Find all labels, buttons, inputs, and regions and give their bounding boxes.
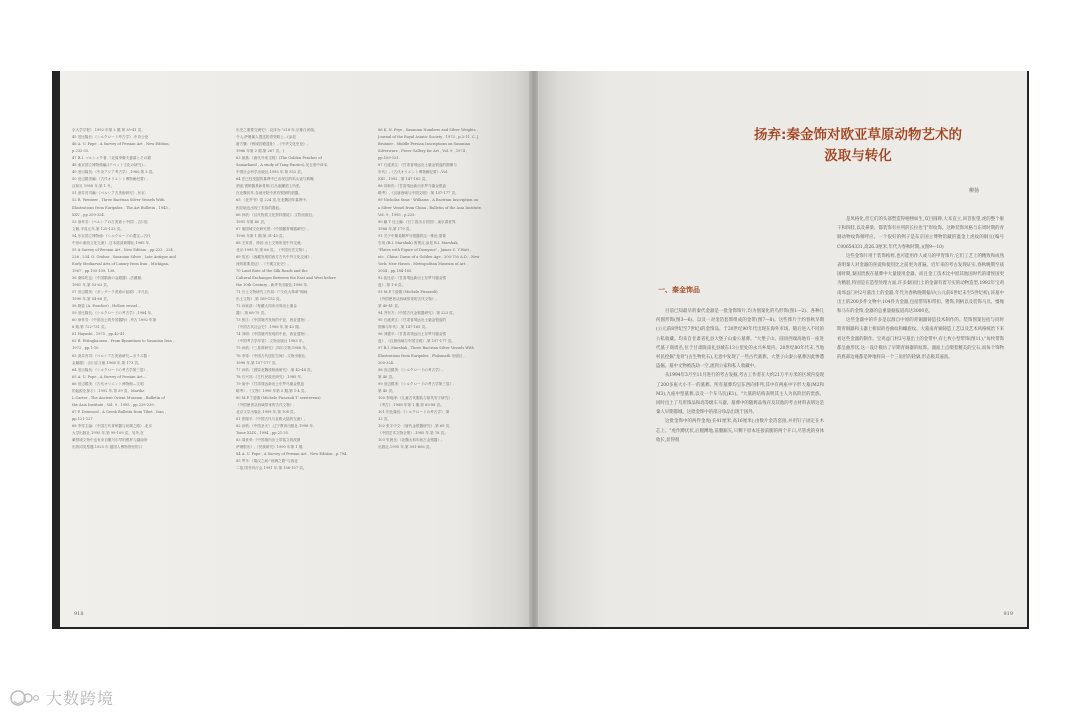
footnote-line: 64 旧出隆長:《シルクロードの考古学第三卷》, xyxy=(72,367,149,372)
footnote-line: 91 关于中期希腊罗马银器的这一推论,需要 xyxy=(378,233,446,238)
body-paragraph: 这些金饰片用于装饰棺椁,也可能用作人或马的甲胄饰片,它们工艺上的精致和成熟表明秦人对金器的喜爱和使用比之前更为普遍。近年来的考古发现证实,春秋晚期至战国时期,秦国贵族在墓葬中大量使用金器。而且金工技术比中原其他国时代的诸侯国更为精湛,特别是在造型处理方面,许多秦国出土的金器有着写实的动物造型,1992年宝鸡南郊益门村2号墓出土的金器,年代为春秋晚期偏早(公元前6世纪末至5世纪初),该墓中出土的200多件文物中,104件为金器,包括带钩和带扣、镂饰,剑柄以及装饰马具、缰绳和马车的金饰,金器的总重量据报道高达3000克。 xyxy=(837,253,1004,315)
footnote-line: 唐方鑒:《两城宫殿遗址》,《中华文化史论》, xyxy=(236,142,308,147)
footnote-line: 80 M.P.卞爱娜 (Michele Pirazzoli T' serstevens) xyxy=(236,395,321,400)
footnote-line: the 10th Century , 新华书出版社,1996 年, xyxy=(236,283,309,288)
footnote-line: 226 , 234. O. Grabar , Sasanian Silver , Late Antique and xyxy=(72,254,176,259)
footnote-line: 96 刘德平:《甘肃省靖远出土东罗马鎏金银 xyxy=(378,332,447,337)
footnote-line: 流的重要见证》,《于阗文化史》。 xyxy=(236,261,292,266)
footnote-line: 文館,平成元年,第 125-133 页。 xyxy=(72,226,124,231)
footnote-line: XIII , 1992 , 第 147-165 页。 xyxy=(378,177,429,182)
footnote-line: 图像与年代》,第 147-165 页。 xyxy=(378,325,429,330)
footnote-line: 《中国考古学年鉴》,文物出版社 1985 年。 xyxy=(236,339,307,344)
footnote-line: 1991 年第 40 页。 xyxy=(236,219,268,224)
footnote-line: 中世の東西文化交流》,日本経済新聞社,1985 年, xyxy=(72,240,151,245)
title-line-1: 扬弃:秦金饰对欧亚草原动物艺术的 xyxy=(754,127,962,143)
footnote-line: Illustrations from Euripides , The Art Bulletin , 1943 , xyxy=(72,205,170,210)
footnote-line: 54 东京国立博物館:《シルクロードの遺宝—古代 xyxy=(72,233,151,238)
footnote-line: "Plates with Figure of Dionysus" , James C. Y.Watt , xyxy=(378,247,472,252)
page-number-left: 918 xyxy=(74,611,84,617)
footnote-line: 66 田辺勝美:《古代オリエント博物館—文明 xyxy=(72,381,144,386)
body-paragraph: 从1994年3月至11月进行的考古发掘,考古工作者在大约21万平方米的区域内发现了200多座大小不一的墓葬。所有墓葬均呈东西向排列,其中有两座中字形大墓(M2和M3),九座中型墓葬,以及一个车马坑(K1)。"大墓的结构表明其主人为高阶层的贵族。同时出土了鸟形饰品和高等级车马器。墓葬中的随葬品残存及其他的考古材料表明这是秦人早期都城。这批金饰中的部分珍品出现于国外。 xyxy=(656,373,824,416)
footnote-line: 的起源を探る》,1992 年,第 39 页。Marthe xyxy=(72,388,145,393)
footnote-line: 紫禁城文物中也有来自撒马尔罕的银杯与越南所 xyxy=(72,438,148,443)
footnote-line: pp.109-121. xyxy=(378,156,400,161)
footnote-line: 65 A. U. Pope , A Survey of Persian Art... xyxy=(72,374,146,379)
footnote-line: 57 田辺勝美:《ガンダーラ美術の起源》,平凡社, xyxy=(72,290,150,295)
footnote-line: 77 孙机:《固原北魏漆棺画研究》,第 42-44 页。 xyxy=(236,367,315,372)
footnote-line: 1967 , pp.105-109, 138. xyxy=(72,268,116,273)
watermark-text: 大数跨境 xyxy=(46,689,115,708)
footnote-line: 出版社,1995 年,第 591-606 页。 xyxy=(378,445,433,450)
footnote-line: 56 桑原吃也:《中国隋唐の金銀器》,法藏館, xyxy=(72,275,143,280)
footnote-line: 二卷,国书刊行会,1991 年,第 156-157 页。 xyxy=(236,466,307,471)
footnote-line: 71 日土文物研究工作局:《"文化大革命"期间 xyxy=(236,290,308,295)
footnote-line: 《外国使者从西域带来的古代文物》, xyxy=(236,402,295,407)
footnote-line: 83 周世荣:《中国境内出土带铭文的波斯 xyxy=(236,438,301,443)
footnote-line: Brunner , Middle Persian Inscriptions on Sasanian xyxy=(378,142,471,147)
footnote-line: 引用 (B.I. Marshak) 的观点,参见 B.I. Marshak, xyxy=(378,240,459,245)
footnote-line: 1986 年第 2 期,第 267 页。) xyxy=(236,149,285,154)
footnote-line: 93 M.P.卞爱娜 (Michele Pirazzoli) xyxy=(378,290,438,295)
footnote-line: 82 孙机:《中国圣火》,辽宁教育出版社,1996 年, xyxy=(236,423,315,428)
body-paragraph: 是风格化,但它们的头部塑造得栩栩如生,双目圆睁,大耳直立,回首张望,虎的整个躯干和四肢,以及鼻梁、都装饰有并列的长拉也"["形纹饰。这种装饰风格与东周时期的青铜动物纹饰相呼应。一个很好的例子是东京国立博物馆藏的鎏金上虎纹的铜豆(编号C00654331,高26.3厘米,年代为春秋时期。)(图9—10) xyxy=(837,217,1004,250)
footnote-line: 酒壶,银制器具和骨制,石丛瓯罐酒上所见, xyxy=(236,184,301,189)
body-column-1 xyxy=(656,307,824,445)
notes-column-2 xyxy=(236,127,370,472)
footnote-line: 74 刘明:《中国境内发现的中亚、西亚遗物》, xyxy=(236,332,309,337)
footnote-line: 88 初师宾:《甘肃靖远新出东罗马鎏金银盘 xyxy=(378,184,447,189)
footnote-line: 北京文学出版社,1999 年,第 108 页。 xyxy=(236,409,298,414)
logo-icon xyxy=(10,687,42,709)
footnote-line: 出土文物》,第 169-152 页。 xyxy=(236,297,284,302)
footnote-line: 略考》,《汉唐西域与中国文明》,第 157-177 页。 xyxy=(378,191,459,196)
footnote-line: 60 徐苹芳:《中国出土的外国器物》,考古 1992 年第 xyxy=(72,318,157,323)
footnote-line: pp.121-127. xyxy=(72,416,94,421)
footnote-line: 中国社会科学出版社,1995 年,第 552 页。 xyxy=(236,170,305,175)
footnote-line: XXV , pp.209-324. xyxy=(72,212,105,217)
footnote-line: Vol. 9 , 1995 , p.225. xyxy=(378,212,416,217)
footnote-line: 73 张江:《中国境内发现的中亚、西亚遗物》, xyxy=(236,318,309,323)
footnote-line: 大学出版社,1995 年,第 99-109 页。另外,在 xyxy=(72,431,144,436)
section-heading: 一、秦金饰品 xyxy=(658,286,700,294)
footnote-line: Illustrations from Euripides , Philomath 出版社 , xyxy=(378,353,465,358)
footnote-line: 69 故宫:《西藏发现的西方古代中外文化交流》, xyxy=(236,254,313,259)
footnote-line: 89 Nicholas Sims - Williams , A Bactrian Inscription on xyxy=(378,198,479,203)
footnote-line: 102 张宇中文:《唐代金银器研究》,第 69 页, xyxy=(378,423,451,428)
footnote-line: 略考》,《文物》1990 年第 5 期,第 1-4 页。 xyxy=(236,388,308,393)
footnote-line: 第 40 页。 xyxy=(378,374,396,379)
footnote-line: 1990 年,第 54-68 页。 xyxy=(72,297,111,302)
footnote-line: 在北魏初年,各地寺院中常有银制的酒器。 xyxy=(236,191,302,196)
footnote-line: 86 K. N. Frye , Sasanian Numbers and Silver Weights , xyxy=(378,128,478,132)
footnote-line: 第 40 页。 xyxy=(378,388,396,393)
right-page xyxy=(538,71,1027,627)
footnote-line: 2004 , pp.184-185. xyxy=(378,268,413,273)
article-title xyxy=(728,125,988,167)
footnote-line: etc , China: Dawn of a Golden Age , 200-750 A.D. , New xyxy=(378,254,480,259)
footnote-line: 1988 年,第 179 页。 xyxy=(378,226,413,231)
footnote-line: 《考古》,1988 年第 1 期,第 85-88 页。 xyxy=(378,402,444,407)
body-paragraph: 这些金器中的许多是以源自中原的青铜器铸造技术制作的。装饰图案包括与同时期青铜器和玉器上相似的卷曲纹和螺旋纹。大墓南青铜铸造工艺以及艺术风格统治下来看这些金器的制作。宝鸡益门村2号墓出土的金带中,有七枚小型带饰(图11),"每枚带饰都呈曲形状,这一设计模仿了早期青铜器的纹饰。器面上点缀着精美的宝石,而每个饰物的底部边缘都是钟地样向一个三角形的轮廓,形态极其逼真。 xyxy=(837,318,1004,361)
footnote-line: 47 B.I. マルシャク著,《北周李賢夫妻墓とその銀 xyxy=(72,156,151,161)
footnote-line: 1981 年,第 53-63 页。 xyxy=(72,283,111,288)
author-name: 柳扬 xyxy=(968,188,979,194)
footnote-line: 97 B.I. Marshak , Three Bactrian Silver Vessels With xyxy=(378,346,474,351)
footnote-line: 75 孙机:《三星堆研究》,四川文物,1988 年。 xyxy=(236,346,310,351)
footnote-line: 《外国使者从西域带来的古代文物》, xyxy=(378,297,437,302)
footnote-line: 76 李零:《中国古代居住空间》,文物出版社, xyxy=(236,353,307,358)
body-paragraph: 目前已知最早的秦代金器是一批金饰饰片,均为图案化的鸟形饰(图1—2)、各种几何图形饰(图3—6)、以及一对金箔套饰组成的金带(图7—8)。这些饰片于约春秋早期(公元前8世纪至7世纪)的金饰品。于20世纪90年代出现在海外市场。随后进入不同的公私收藏。均来自甘肃省礼县大堡子山秦公墓葬。"大堡子山、圆顶西端高地有一座进代墓子商周名,位于甘肃陇南礼县城东13公里处的永兴乡境内。20世纪80年代末,当地村民挖掘"龙骨"(古生物化石),无意中发现了一些古代墓葬。大堡子山秦公墓葬因此惨遭盗掘。墓中文物被洗劫一空,流到公家和私人收藏中。 xyxy=(656,309,824,370)
footnote-line: 81 张瑞平,《中国古代与亚欧大陆的交流》, xyxy=(236,416,306,421)
notes-column-1 xyxy=(72,127,206,451)
footnote-line: York: New Haven , Metropolitan Museum of Art , xyxy=(378,261,468,266)
footnote-line: 85 罗丰:《胡汉之间:"丝绸之路"与西北 xyxy=(236,459,298,464)
body-paragraph: 这批金饰中的两件金虎(长41厘米,高16厘米),由数片金箔套接,并用钉子固定在木芯上。"虎作蹲伏状,后腿蹲地,前腿踞矢,只剩下原本连接前腿的两个开口,尽管虎的身体收长,显得很 xyxy=(656,419,824,443)
footnote-line: the Asia Institute , Vol. 9 , 1995 , pp.229-239. xyxy=(72,402,155,407)
footnote-line: 北京:1995 年,第 86 页。《中国历史文物》。 xyxy=(236,247,310,252)
footnote-line: Tome XLIX , 1994 , pp.21-35. xyxy=(236,431,290,436)
page-number-right: 919 xyxy=(1003,611,1013,617)
footnote-line: 51 深井晋司編:《ペルシア古美術研究》,东京: xyxy=(72,191,146,196)
footnote-line: 61 Hayashi , 1975 , pp.40-41. xyxy=(72,332,126,337)
footnote-line: 101 旧比隆長:《シルクロードの考古学》,第 xyxy=(378,409,450,414)
footnote-line: 45 旧比隆长:《シルクロード考古学》,中央公论 xyxy=(72,135,149,140)
footnote-line: 汉和旦 1988 年,第 1 号。 xyxy=(72,184,115,189)
footnote-line: 64 在已经发掘的墓葬中已出现过的鸡头壶与鹤嘴 xyxy=(236,177,314,182)
footnote-line: 78 石兴邦:《古代民族史研究》,1985 年, xyxy=(236,374,303,379)
footnote-line: p.232-33. xyxy=(72,149,90,154)
footnote-line: 94 齐东方:《中国古代金银器研究》,第 223 页。 xyxy=(378,311,457,316)
footnote-line: 金属器》,吉川弘文館,1968 年,第 173 页。 xyxy=(72,360,142,365)
footnote-line: Journal of the Royal Asiatic Society , 1973 , p.2-11. C. J. xyxy=(378,135,480,140)
footnote-line: 盘》,《汉唐西域与中国文明》,第 157-177 页。 xyxy=(378,339,456,344)
footnote-line: 京大学学报》,1992 年第 2 期,第 35-41 页。 xyxy=(72,128,145,132)
footnote-line: 100 李明涛:《儿童古代服装与原代安子研究》, xyxy=(378,395,454,400)
footnote-line: 55 A Survey of Persian Art , New Edition , pp.223 , 224 , xyxy=(72,247,176,252)
footnote-line: 70 Land Rute of the Silk Roads and the xyxy=(236,268,308,273)
footnote-line: 72 孙家淳:《粤藏大同市市郊出土鎏金 xyxy=(236,304,297,309)
left-page xyxy=(60,71,530,627)
footnote-line: 98 田辺勝美:《シルクロードの考古学》, xyxy=(378,367,444,372)
footnote-line: 出史之重要交流史》,汉泽为:"218 年,京都白河瑞。 xyxy=(236,128,318,132)
footnote-line: 萨珊银币》,《民族研究》1990 年第 1 期, xyxy=(236,445,304,450)
footnote-line: 68 李零主编:《中国古代青铜器与丝绸之路》,北京 xyxy=(72,423,152,428)
footnote-line: 67 P. Denwood , A Greek Bulletin from Tibet , Iran , xyxy=(72,409,166,414)
footnote-line: 53 徐苹芳:《ペルシアの古美術と中国》,吉川弘 xyxy=(72,219,149,224)
footnote-line: 相应地也出现了类似的器皿。 xyxy=(236,205,283,210)
footnote-line: 68 王家善、徐菩:出土文物所见中外交流, xyxy=(236,240,302,245)
footnote-line: 92 拓比乐:《甘肃靖远新出土东罗马鎏金银 xyxy=(378,275,447,280)
footnote-line: 84 A. U. Pope , A Survey of Persian Art , New Edition , p.794. xyxy=(236,452,348,457)
footnote-line: a Silver Vessel from China , Bulletin of the Asia Institute, xyxy=(378,205,483,210)
footnote-line: 52 R. Wenteer , Three Bactrian Silver Vessels With xyxy=(72,198,165,203)
footnote-line: L.Carter , The Ancient Orient Museum , Bulletin of xyxy=(72,395,165,400)
footnote-line: 《中国古代社会史》,1986 年,第 43 期。 xyxy=(236,325,303,330)
footnote-line: 87 石渡美江:《甘肃省靖远出土鎏金银盘的图像与 xyxy=(378,163,457,168)
footnote-line: 8 期,第 722-731 页。 xyxy=(72,325,109,330)
notes-column-3 xyxy=(378,127,512,451)
footnote-line: 1972 , pp.1-10. xyxy=(72,346,100,351)
footnote-line: 1990 年第 1 期,第 31-45 页。 xyxy=(236,233,287,238)
footnote-line: 99 田辺勝美:《シルクロードの考古学第三卷》, xyxy=(378,381,455,386)
footnote-line: 出的同类型器,1925 年,德国人博物馆里的口 xyxy=(72,445,143,450)
footnote-line: 《中国艺术文物全集》,1985 年,第 78 页。 xyxy=(378,431,448,436)
footnote-line: 66 孙机:《汉代物质文化资料图说》,文物出版社, xyxy=(236,212,314,217)
footnote-line: Samarkand , A study of Tang Exotics),吴玉贵中译本, xyxy=(236,163,329,168)
title-line-2: 汲取与转化 xyxy=(824,148,892,164)
footnote-line: 第 40-41 页。 xyxy=(378,304,402,309)
footnote-line: 器》,第 68-75 页。 xyxy=(236,311,268,316)
watermark-logo xyxy=(10,686,114,709)
footnote-line: 年代》,《古代オリエント博物館紀要》,Vol. xyxy=(378,170,449,175)
footnote-line: 32 页。 xyxy=(378,416,391,421)
footnote-line: 65 《北齐书》卷 224 页,在北魏初年墓葬中, xyxy=(236,198,308,203)
footnote-line: 62 R. Ettinghausen , From Byzantium to Sasanian Iran , xyxy=(72,339,175,344)
footnote-line: 58 勒雷 (A. Foucher) , Hollow vessel... xyxy=(72,304,141,309)
footnote-line: 103 朱晨光:《北魏太和年间古金银器》, xyxy=(378,438,443,443)
footnote-line: 48 東京国立博物館編,(テペット文化の研究)... xyxy=(72,163,147,168)
open-book xyxy=(52,71,1029,629)
footnote-line: 49 旧出隆長:《中央アジア考古学》,1980,第 3 卷。 xyxy=(72,170,156,175)
footnote-line: 90 藤 T 比土編:《日丁語出る回国》,東京書世界, xyxy=(378,219,457,224)
footnote-line: 79 巢寺:《甘肃靖远新出土东罗马鎏金银盘 xyxy=(236,381,305,386)
footnote-line: 63 薛燕:《唐代外来文明》(The Golden Peaches of xyxy=(236,156,322,161)
footnote-line: 67 巢国城文化研究馆:《中国藏青铜器研究》, xyxy=(236,226,309,231)
footnote-line: 95 石渡美江:《甘肃省靖远出土鎏金银盘的 xyxy=(378,318,447,323)
footnote-line: 令人,萨珊属人提送的青瓷路上...(参见 xyxy=(236,135,296,140)
body-column-2 xyxy=(837,215,1004,362)
footnote-line: 63 深井晋司:《ペルシア古美術研究—ガラス器・ xyxy=(72,353,151,358)
footnote-line: 46 A. U. Pope , A Survey of Persian Art , New Edition, xyxy=(72,142,170,147)
footnote-line: 200-324. xyxy=(378,360,395,365)
footnote-line: Silverware , Freer Gallery for Art , Vol. 9 , 1974 , xyxy=(378,149,468,154)
footnote-line: 1998 年,第 157-177 页。 xyxy=(236,360,280,365)
footnote-line: 50 田辺勝美編:《古代オリエント博物館紀要》, xyxy=(72,177,149,182)
footnote-line: Cultural Exchanges Between the East and West before xyxy=(236,275,336,280)
footnote-line: Early Mediaeval Arts of Luxury from Iran , Michigan, xyxy=(72,261,170,266)
footnote-line: 盘》,第 1-6 页。 xyxy=(378,283,406,288)
footnote-line: 59 旧比隆長:《シルクロードの考古学》,1984 年, xyxy=(72,311,153,316)
